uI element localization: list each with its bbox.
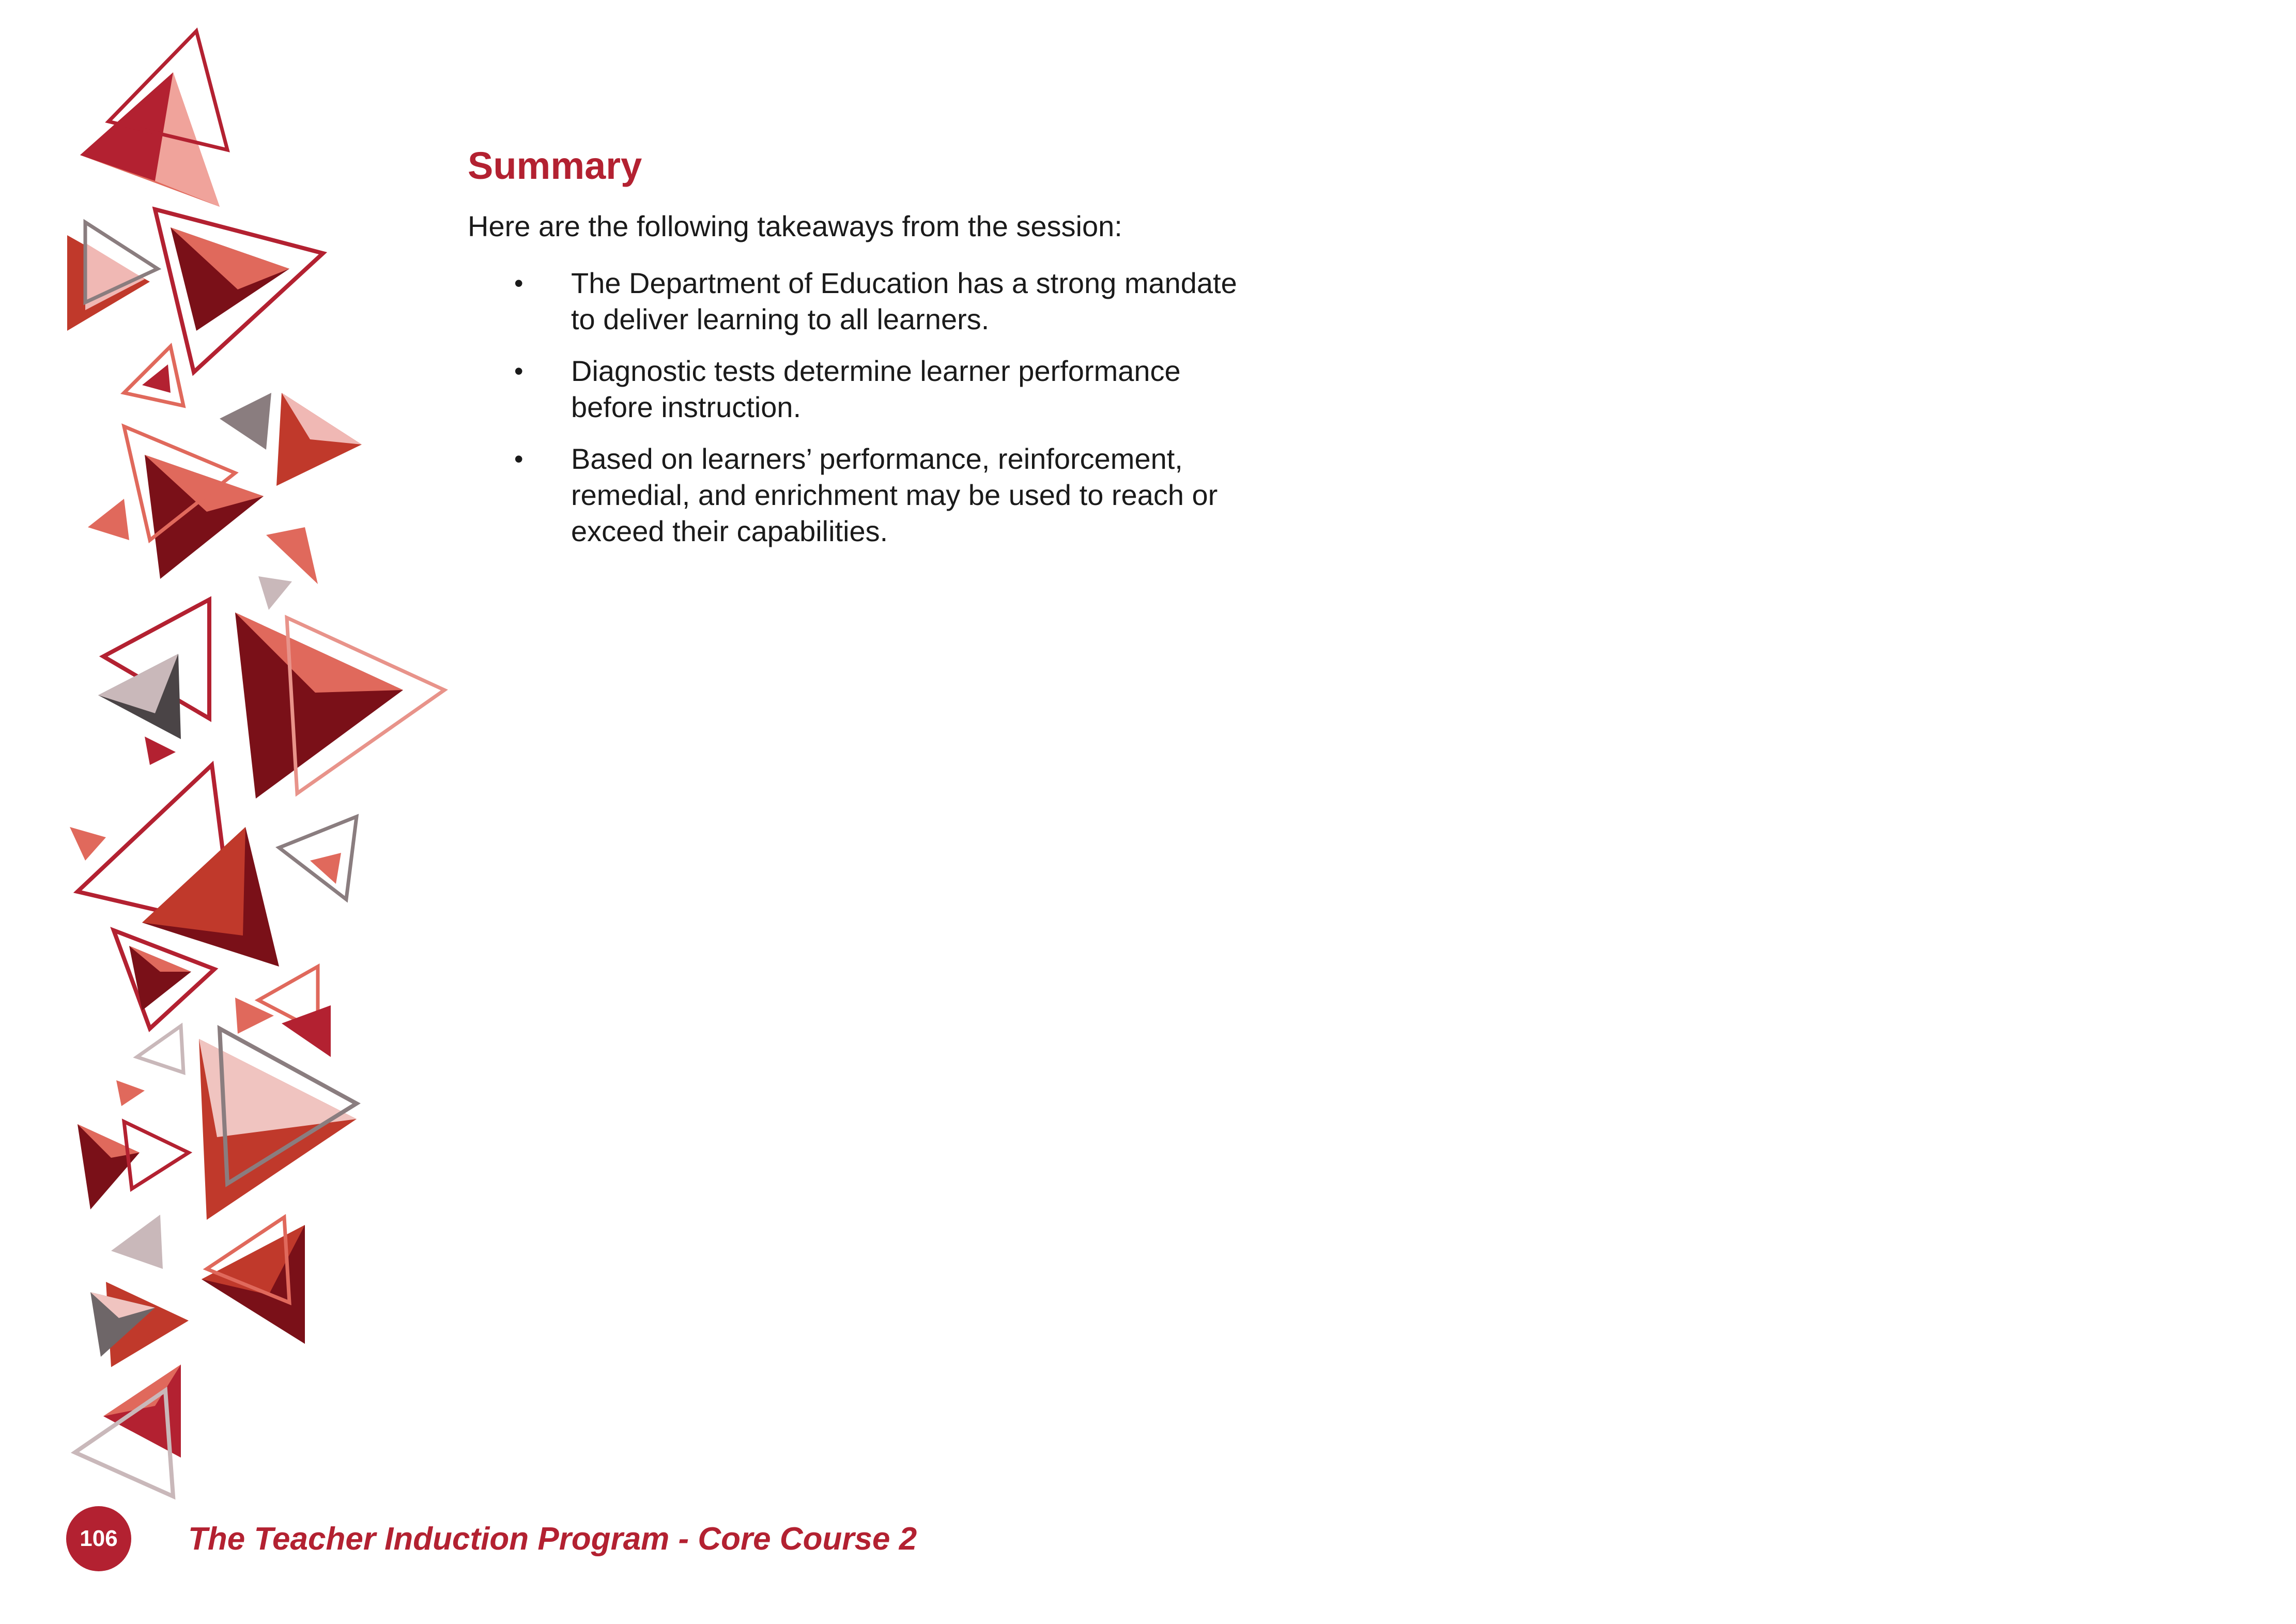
triangle-decoration — [116, 1080, 145, 1106]
triangle-decoration — [310, 853, 341, 884]
list-item-text: The Department of Education has a strong mandate to deliver learning to all learners. — [571, 267, 1237, 336]
list-item — [468, 441, 1243, 549]
bullet-icon: • — [514, 357, 523, 386]
triangle-decoration — [258, 576, 292, 610]
triangle-decoration — [235, 998, 274, 1034]
bullet-icon: • — [514, 269, 523, 298]
triangle-outline-decoration — [279, 817, 357, 899]
list-item — [468, 265, 1243, 338]
triangle-decoration — [220, 393, 271, 450]
section-heading: Summary — [468, 144, 642, 187]
triangle-decoration — [235, 612, 403, 799]
triangle-decoration — [145, 455, 264, 579]
triangle-decoration — [70, 827, 106, 861]
list-item-text: Based on learners’ performance, reinforcement, remedial, and enrichment may be used to reach or exceed their capabilities. — [571, 442, 1218, 548]
bullet-icon: • — [514, 445, 523, 474]
triangle-decoration — [282, 1005, 331, 1057]
triangle-decoration — [145, 737, 176, 765]
course-title: The Teacher Induction Program - Core Course 2 — [188, 1521, 917, 1557]
triangle-decoration — [142, 827, 245, 936]
page-number-badge: 106 — [66, 1506, 131, 1571]
list-item-text: Diagnostic tests determine learner performance before instruction. — [571, 355, 1181, 424]
triangle-outline-decoration — [137, 1026, 183, 1073]
intro-text: Here are the following takeaways from the session: — [468, 210, 1122, 243]
list-item — [468, 353, 1243, 425]
triangle-decoration — [88, 499, 129, 540]
triangle-decoration — [111, 1215, 163, 1269]
summary-section — [468, 145, 1243, 565]
triangle-decoration — [266, 527, 318, 584]
takeaways-list — [468, 265, 1243, 549]
page-footer — [66, 1506, 917, 1571]
decorative-triangle-border — [0, 0, 465, 1525]
